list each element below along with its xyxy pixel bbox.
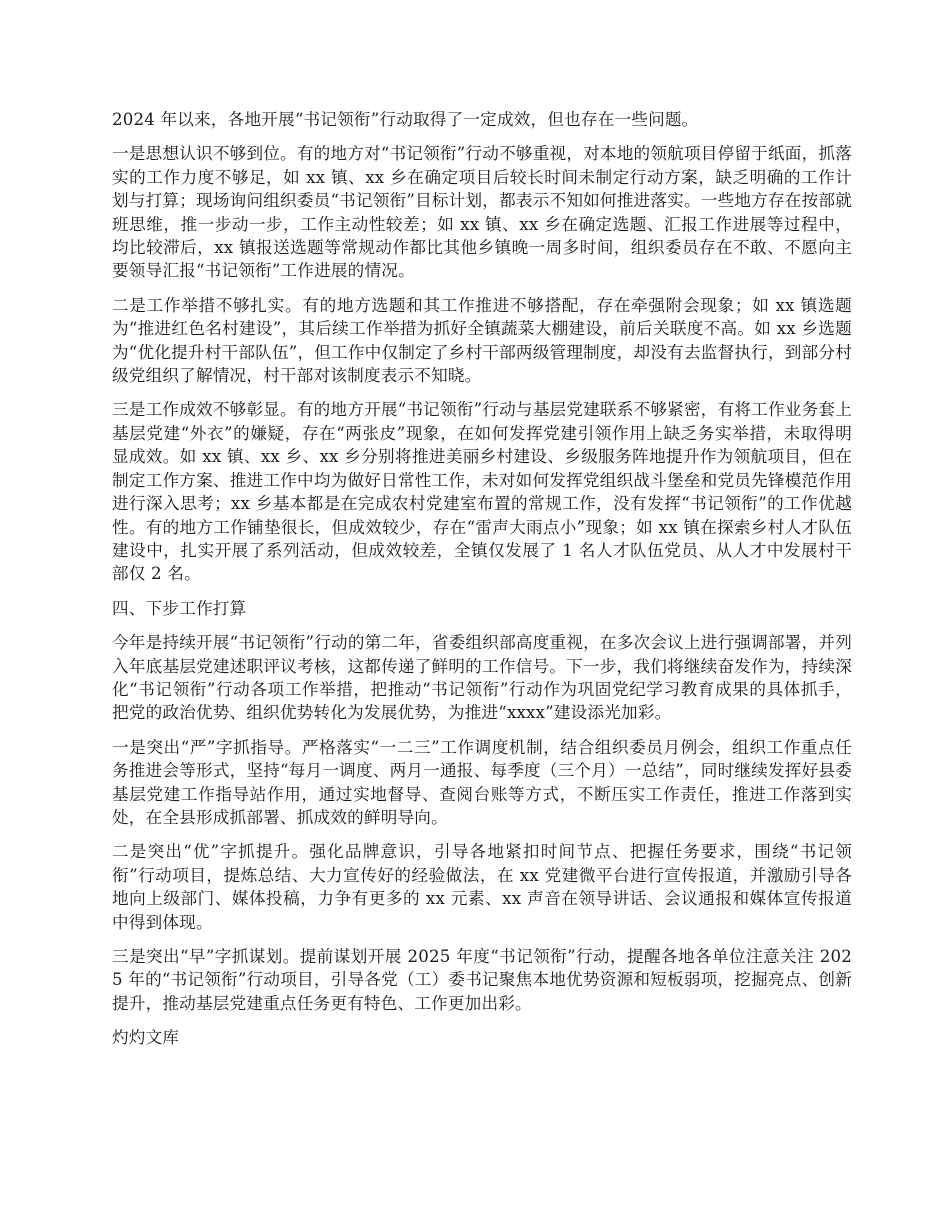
next-steps-intro-paragraph: 今年是持续开展“书记领衔”行动的第二年，省委组织部高度重视，在多次会议上进行强调部署，并列入年底基层党建述职评议考核，这都传递了鲜明的工作信号。下一步，我们将继续奋发作为，持续深化“书记领衔”行动各项工作举措，把推动“书记领衔”行动作为巩固党纪学习教育成果的具体抓手，把党的政治优势、组织优势转化为发展优势，为推进“xxxx”建设添光加彩。	[112, 633, 852, 723]
problem-3-paragraph: 三是工作成效不够彰显。有的地方开展“书记领衔”行动与基层党建联系不够紧密，有将工作业务套上基层党建“外衣”的嫌疑，存在“两张皮”现象，在如何发挥党建引领作用上缺乏务实举措，未取得明显成效。如 xx 镇、xx 乡、xx 乡分别将推进美丽乡村建设、乡级服务阵地提升作为领航项目，但在制定工作方案、推进工作中均为做好日常性工作，未对如何发挥党组织战斗堡垒和党员先锋模范作用进行深入思考；xx 乡基本都是在完成农村党建室布置的常规工作，没有发挥“书记领衔”的工作优越性。有的地方工作铺垫很长，但成效较少，存在“雷声大雨点小”现象；如 xx 镇在探索乡村人才队伍建设中，扎实开展了系列活动，但成效较差，全镇仅发展了 1 名人才队伍党员、从人才中发展村干部仅 2 名。	[112, 400, 852, 584]
plan-2-paragraph: 二是突出“优”字抓提升。强化品牌意识，引导各地紧扣时间节点、把握任务要求，围绕“书记领衔”行动项目，提炼总结、大力宣传好的经验做法，在 xx 党建微平台进行宣传报道，并激励引导各地向上级部门、媒体投稿，力争有更多的 xx 元素、xx 声音在领导讲话、会议通报和媒体宣传报道中得到体现。	[112, 842, 852, 932]
problem-2-paragraph: 二是工作举措不够扎实。有的地方选题和其工作推进不够搭配，存在牵强附会现象；如 xx 镇选题为“推进红色名村建设”，其后续工作举措为抓好全镇蔬菜大棚建设，前后关联度不高。如 xx 乡选题为“优化提升村干部队伍”，但工作中仅制定了乡村干部两级管理制度，却没有去监督执行，到部分村级党组织了解情况，村干部对该制度表示不知晓。	[112, 295, 852, 386]
intro-paragraph: 2024 年以来，各地开展“书记领衔”行动取得了一定成效，但也存在一些问题。	[112, 110, 699, 129]
brand-footer: 灼灼文库	[112, 1028, 180, 1048]
section-heading-next-steps: 四、下步工作打算	[112, 598, 247, 618]
plan-3-paragraph: 三是突出“早”字抓谋划。提前谋划开展 2025 年度“书记领衔”行动，提醒各地各单位注意关注 2025 年的“书记领衔”行动项目，引导各党（工）委书记聚焦本地优势资源和短板弱项，挖掘亮点、创新提升，推动基层党建重点任务更有特色、工作更加出彩。	[112, 947, 852, 1013]
plan-1-paragraph: 一是突出“严”字抓指导。严格落实“一二三”工作调度机制，结合组织委员月例会，组织工作重点任务推进会等形式，坚持“每月一调度、两月一通报、每季度（三个月）一总结”，同时继续发挥好县委基层党建工作指导站作用，通过实地督导、查阅台账等方式，不断压实工作责任，推进工作落到实处，在全县形成抓部署、抓成效的鲜明导向。	[112, 737, 852, 827]
document-body	[112, 108, 852, 1050]
problem-1-paragraph: 一是思想认识不够到位。有的地方对“书记领衔”行动不够重视，对本地的领航项目停留于纸面，抓落实的工作力度不够足，如 xx 镇、xx 乡在确定项目后较长时间未制定行动方案，缺乏明确的工作计划与打算；现场询问组织委员“书记领衔”目标计划，都表示不知如何推进落实。一些地方存在按部就班思维，推一步动一步，工作主动性较差；如 xx 镇、xx 乡在确定选题、汇报工作进展等过程中，均比较滞后，xx 镇报送选题等常规动作都比其他乡镇晚一周多时间，组织委员存在不敢、不愿向主要领导汇报“书记领衔”工作进展的情况。	[112, 144, 852, 281]
